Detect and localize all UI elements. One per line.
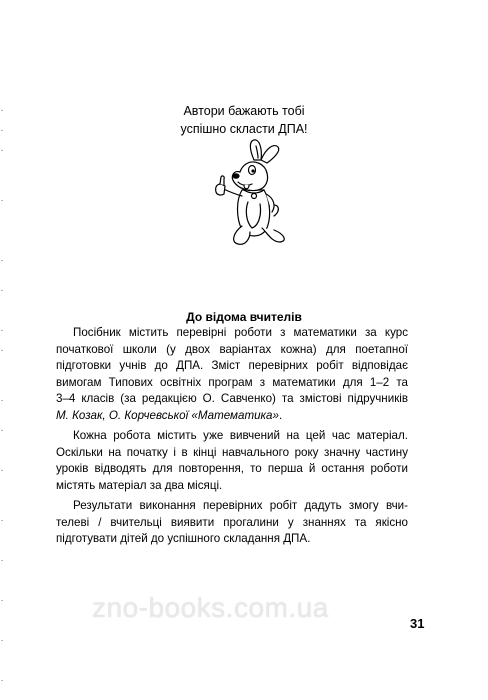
page-number: 31 [410, 616, 425, 631]
wishes-line-2: успішно скласти ДПА! [180, 122, 308, 136]
wishes-line-1: Автори бажають тобі [183, 104, 305, 118]
text-line: вимогам Типових освітніх програм з математики для 1–2 та [56, 375, 408, 389]
text-line: Результати виконання перевірних робіт дадуть змогу вчи- [73, 499, 408, 512]
text-line: Посібник містить перевірні роботи з математики за курс [73, 326, 408, 339]
sentence-end: . [278, 408, 283, 422]
text-line: Оскільки на початку і в кінці навчального року значну частину [56, 445, 408, 459]
text-line: уроків відводять для повторення, то перша й остання роботи [56, 462, 408, 475]
watermark: zno-books.com.ua [92, 592, 329, 623]
text-line: телеві / вчительці виявити прогалини у знаннях та якісно [56, 515, 408, 529]
text-line: містять матеріал за два місяці. [56, 478, 223, 492]
author-wishes [0, 102, 488, 138]
text-line: підготовки учнів до ДПА. Зміст перевірних робіт відповідає [56, 359, 408, 372]
text-line: Кожна робота містить уже вивчений на цей час матеріал. [73, 429, 408, 442]
paragraph-1 [56, 325, 408, 424]
textbook-reference: М. Козак, О. Корчевської «Математика» [56, 408, 279, 422]
rabbit-thumbs-up-icon [212, 138, 294, 250]
text-line: 3–4 класів (за редакцією О. Савченко) та змістові підручників [56, 392, 408, 405]
paragraph-2 [56, 428, 408, 494]
paragraph-3 [56, 498, 408, 548]
text-line [56, 408, 408, 425]
text-line: підготувати дітей до успішного складання ДПА. [56, 532, 311, 545]
text-line: початкової школи (у двох варіантах кожна) для поетапної [56, 342, 408, 356]
body-text [56, 325, 408, 552]
section-heading: До відома вчителів [186, 310, 302, 324]
